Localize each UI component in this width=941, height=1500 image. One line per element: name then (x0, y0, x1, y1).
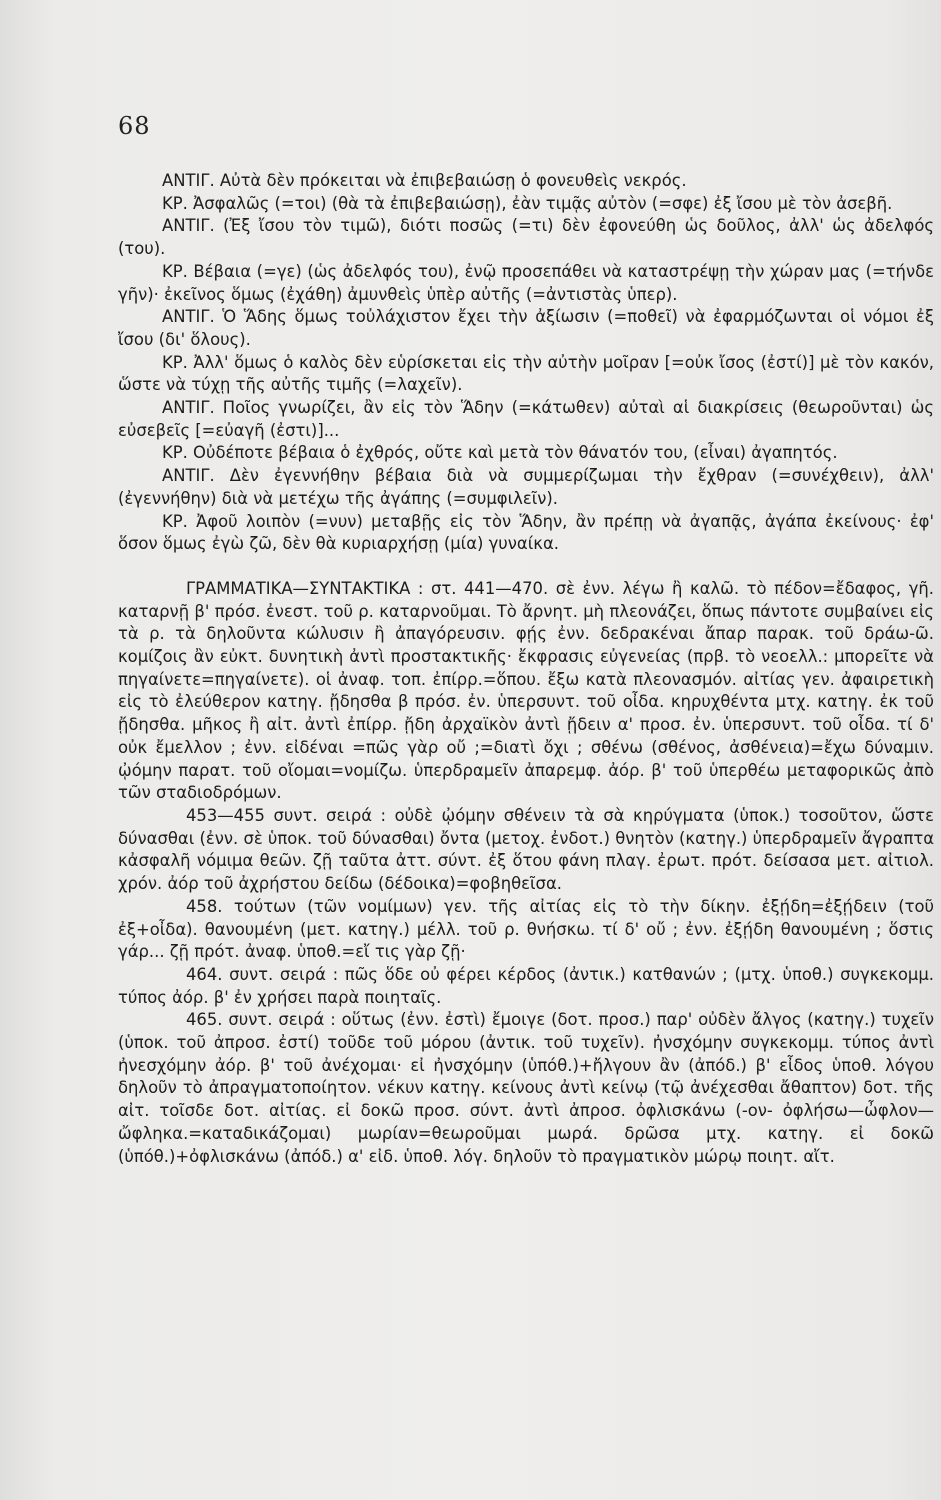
grammar-section: ΓΡΑΜΜΑΤΙΚΑ—ΣΥΝΤΑΚΤΙΚΑ : στ. 441—470. σὲ ἐνν. λέγω ἢ καλῶ. τὸ πέδον=ἔδαφος, γῆ. καταρνῇ β' πρόσ. ἐνεστ. τοῦ ρ. καταρνοῦμαι. Τὸ ἄρνητ. μὴ πλεονάζει, ὅπως πάντοτε συμβαίνει εἰς τὰ ρ. τὰ δηλοῦντα κώλυσιν ἢ ἀπαγόρευσιν. φῄς ἐνν. δεδρακέναι ἄπαρ παρακ. τοῦ δράω-ῶ. κομίζοις ἂν εὐκτ. δυνητικὴ ἀντὶ προστακτικῆς· ἔκφρασις εὐγενείας (πρβ. τὸ νεοελλ.: μπορεῖτε νὰ πηγαίνετε=πηγαίνετε). οἱ ἀναφ. τοπ. ἐπίρρ.=ὅπου. ἔξω κατὰ πλεονασμόν. αἰτίας γεν. ἀφαιρετικὴ εἰς τὸ ἐλεύθερον κατηγ. ᾔδησθα β πρόσ. ἐν. ὑπερσυντ. τοῦ οἶδα. κηρυχθέντα μτχ. κατηγ. ἐκ τοῦ ᾔδησθα. μῆκος ἢ αἰτ. ἀντὶ ἐπίρρ. ᾔδη ἀρχαϊκὸν ἀντὶ ᾔδειν α' προσ. ἐν. ὑπερσυντ. τοῦ οἶδα. τί δ' οὐκ ἔμελλον ; ἐνν. εἰδέναι =πῶς γὰρ οὔ ;=διατὶ ὄχι ; σθένω (σθένος, ἀσθένεια)=ἔχω δύναμιν. ᾠόμην παρατ. τοῦ οἴομαι=νομίζω. ὑπερδραμεῖν ἀπαρεμφ. ἀόρ. β' τοῦ ὑπερθέω μεταφορικῶς ἀπὸ τῶν σταδιοδρόμων. (118, 578, 934, 803)
dialogue-paragraph: ΚΡ. Ἀφοῦ λοιπὸν (=νυν) μεταβῇς εἰς τὸν Ἅδην, ἂν πρέπῃ νὰ ἀγαπᾷς, ἀγάπα ἐκείνους· ἐφ' ὅσον ὅμως ἐγὼ ζῶ, δὲν θὰ κυριαρχήσῃ (μία) γυναίκα. (118, 511, 934, 554)
dialogue-paragraph: ΑΝΤΙΓ. Ποῖος γνωρίζει, ἂν εἰς τὸν Ἅδην (=κάτωθεν) αὐταὶ αἱ διακρίσεις (θεωροῦνται) ὡς εὐσεβεῖς [=εὐαγῆ (ἐστι)]... (118, 398, 934, 440)
dialogue-paragraph: ΚΡ. Οὐδέποτε βέβαια ὁ ἐχθρός, οὔτε καὶ μετὰ τὸν θάνατόν του, (εἶναι) ἀγαπητός. (162, 443, 838, 463)
grammar-note: 453—455 συντ. σειρά : οὐδὲ ᾠόμην σθένειν τὰ σὰ κηρύγματα (ὑποκ.) τοσοῦτον, ὥστε δύνασθαι (ἐνν. σὲ ὑποκ. τοῦ δύνασθαι) ὄντα (μετοχ. ἐνδοτ.) θνητὸν (κατηγ.) ὑπερδραμεῖν ἄγραπτα κἀσφαλῆ νόμιμα θεῶν. ζῇ ταῦτα ἀττ. σύντ. ἐξ ὅτου φάνη πλαγ. ἐρωτ. πρότ. δείσασα μετ. αἰτιολ. χρόν. ἀόρ τοῦ ἀχρήστου δείδω (δέδοικα)=φοβηθεῖσα. (118, 805, 934, 894)
dialogue-paragraph: ΑΝΤΙΓ. (Ἐξ ἴσου τὸν τιμῶ), διότι ποσῶς (=τι) δὲν ἐφονεύθη ὡς δοῦλος, ἀλλ' ὡς ἀδελφός (του). (118, 216, 934, 259)
dialogue-paragraph: ΑΝΤΙΓ. Δὲν ἐγεννήθην βέβαια διὰ νὰ συμμερίζωμαι τὴν ἔχθραν (=συνέχθειν), ἀλλ' (ἐγεννήθην) διὰ νὰ μετέχω τῆς ἀγάπης (=συμφιλεῖν). (118, 466, 934, 508)
dialogue-paragraph: ΚΡ. Ἀλλ' ὅμως ὁ καλὸς δὲν εὑρίσκεται εἰς τὴν αὐτὴν μοῖραν [=οὐκ ἴσος (ἐστί)] μὲ τὸν κακόν, ὥστε νὰ τύχῃ τῆς αὐτῆς τιμῆς (=λαχεῖν). (118, 352, 934, 395)
dialogue-paragraph: ΑΝΤΙΓ. Ὁ Ἅδης ὅμως τοὐλάχιστον ἔχει τὴν ἀξίωσιν (=ποθεῖ) νὰ ἐφαρμόζωνται οἱ νόμοι ἐξ ἴσου (δι' ὅλους). (118, 307, 934, 349)
dialogue-paragraph: ΚΡ. Βέβαια (=γε) (ὡς ἀδελφός του), ἐνῷ προσεπάθει νὰ καταστρέψῃ τὴν χώραν μας (=τήνδε γῆν)· ἐκεῖνος ὅμως (ἐχάθη) ἀμυνθεὶς ὑπὲρ αὐτῆς (=ἀντιστὰς ὑπερ). (118, 261, 934, 304)
grammar-note: 465. συντ. σειρά : οὕτως (ἐνν. ἐστὶ) ἔμοιγε (δοτ. προσ.) παρ' οὐδὲν ἄλγος (κατηγ.) τυχεῖν (ὑποκ. τοῦ ἀπροσ. ἐστί) τοῦδε τοῦ μόρου (ἀντικ. τοῦ τυχεῖν). ἠνσχόμην συγκεκομμ. τύπος ἀντὶ ἠνεσχόμην ἀόρ. β' τοῦ ἀνέχομαι· εἰ ἠνσχόμην (ὑπόθ.)+ἤλγουν ἂν (ἀπόδ.) β' εἶδος ὑποθ. λόγου δηλοῦν τὸ ἀπραγματοποίητον. νέκυν κατηγ. κείνους ἀντὶ κείνῳ (τῷ ἀνέχεσθαι ἄθαπτον) δοτ. τῆς αἰτ. τοῖσδε δοτ. αἰτίας. εἰ δοκῶ προσ. σύντ. ἀντὶ ἀπροσ. ὀφλισκάνω (-ον- ὀφλήσω—ὦφλον—ὤφληκα.=καταδικάζομαι) μωρίαν=θεωροῦμαι μωρά. δρῶσα μτχ. κατηγ. εἰ δοκῶ (ὑπόθ.)+ὀφλισκάνω (ἀπόδ.) α' εἰδ. ὑποθ. λόγ. δηλοῦν τὸ πραγματικὸν μώρῳ ποιητ. αἴτ. (118, 1010, 934, 1166)
grammar-note: 458. τούτων (τῶν νομίμων) γεν. τῆς αἰτίας εἰς τὸ τὴν δίκην. ἐξῄδη=ἐξῄδειν (τοῦ ἐξ+οἶδα). θανουμένη (μετ. κατηγ.) μέλλ. τοῦ ρ. θνήσκω. τί δ' οὔ ; ἐνν. ἐξῄδη θανουμένη ; ὅστις γάρ... ζῇ πρότ. ἀναφ. ὑποθ.=εἴ τις γὰρ ζῇ· (118, 896, 934, 962)
page-number: 68 (118, 112, 151, 140)
text-block (118, 170, 934, 1168)
dialogue-paragraph: ΚΡ. Ἀσφαλῶς (=τοι) (θὰ τὰ ἐπιβεβαιώσῃ), ἐὰν τιμᾷς αὐτὸν (=σφε) ἐξ ἴσου μὲ τὸν ἀσεβῆ. (162, 193, 893, 213)
dialogue-paragraph: ΑΝΤΙΓ. Αὐτὰ δὲν πρόκειται νὰ ἐπιβεβαιώσῃ ὁ φονευθεὶς νεκρός. (162, 171, 687, 190)
grammar-note: 464. συντ. σειρά : πῶς ὅδε οὐ φέρει κέρδος (ἀντικ.) κατθανών ; (μτχ. ὑποθ.) συγκεκομμ. τύπος ἀόρ. β' ἐν χρήσει παρὰ ποιηταῖς. (118, 964, 934, 1007)
